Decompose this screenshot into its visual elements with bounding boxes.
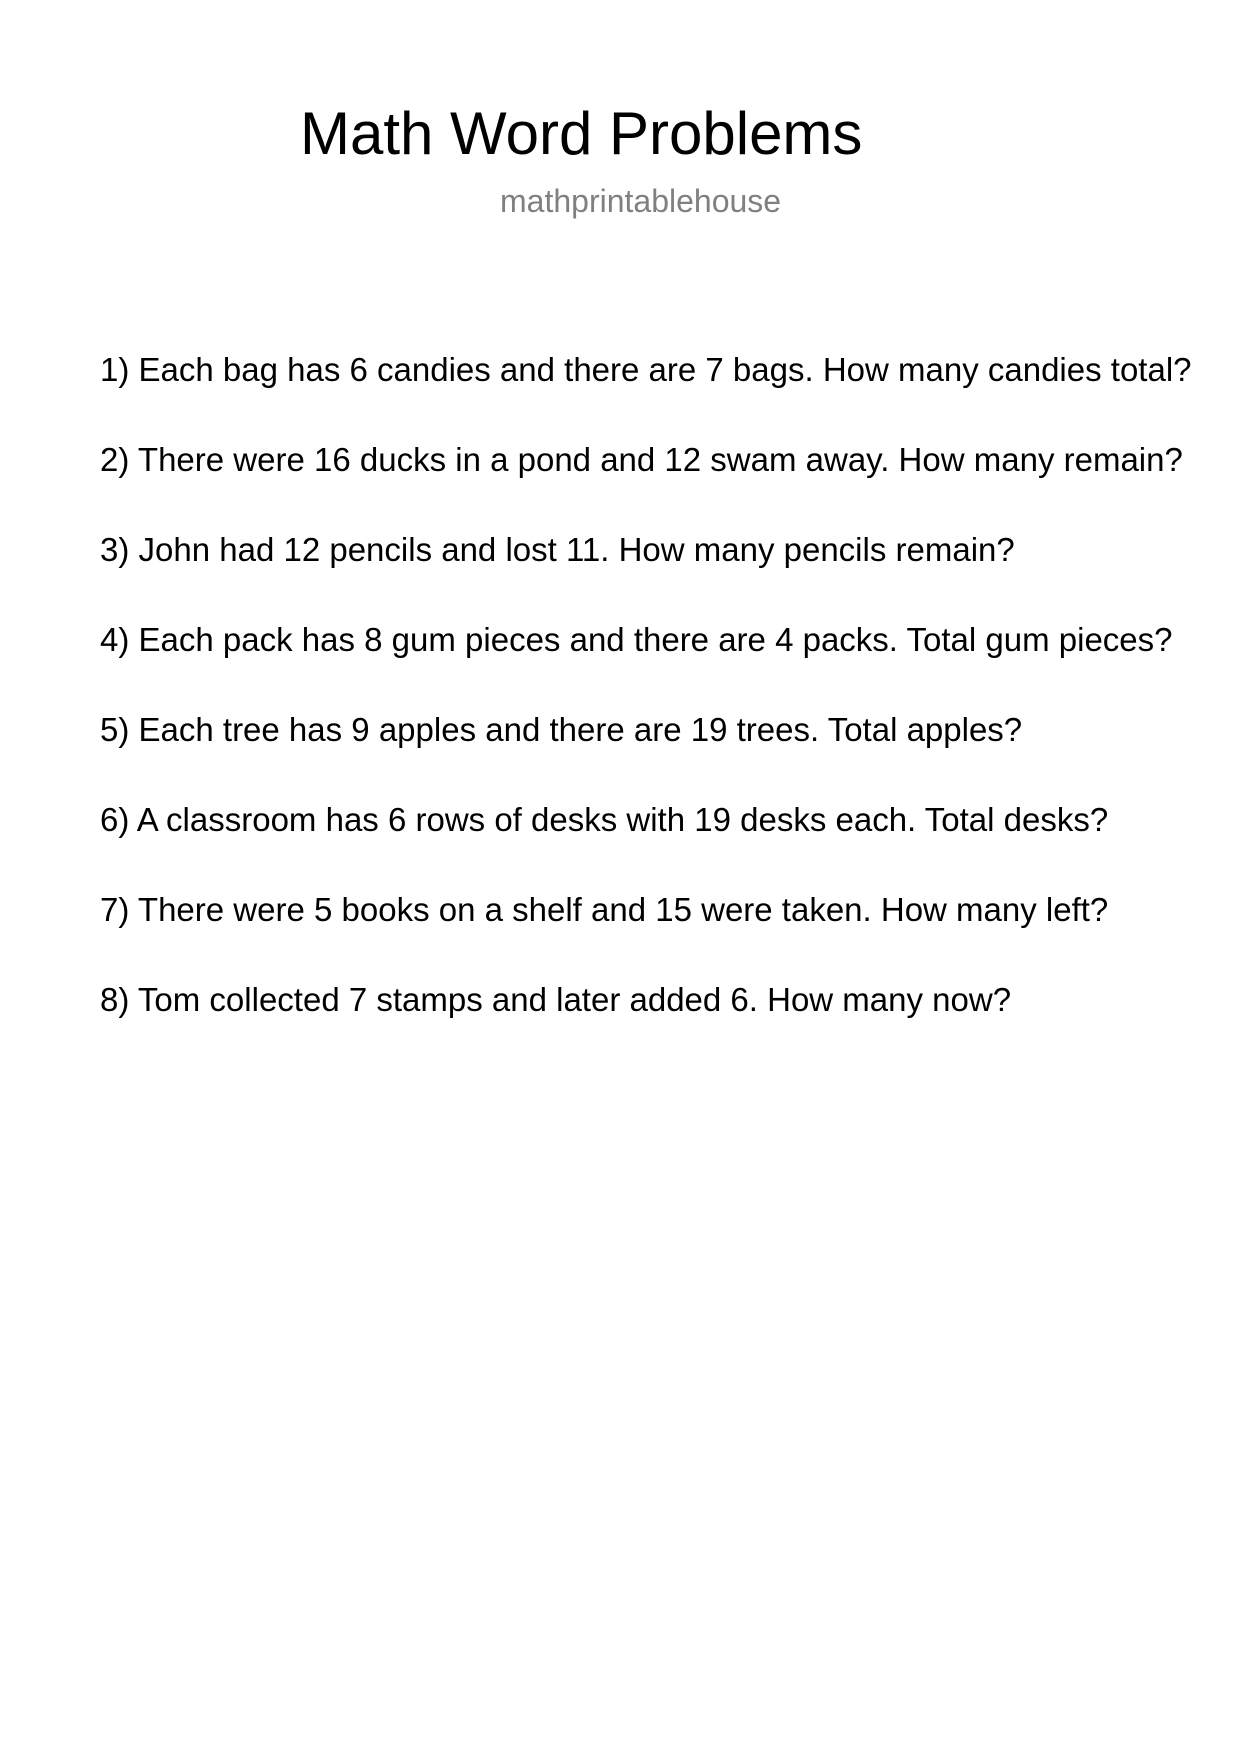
problem-item-6: 6) A classroom has 6 rows of desks with 19 desks each. Total desks? xyxy=(100,801,1109,838)
problem-item-2: 2) There were 16 ducks in a pond and 12 swam away. How many remain? xyxy=(100,441,1183,478)
problem-item-5: 5) Each tree has 9 apples and there are 19 trees. Total apples? xyxy=(100,711,1023,748)
problem-item-1: 1) Each bag has 6 candies and there are 7 bags. How many candies total? xyxy=(100,351,1192,388)
problem-list xyxy=(100,348,1240,1068)
page-title: Math Word Problems xyxy=(300,100,863,167)
problem-item-3: 3) John had 12 pencils and lost 11. How many pencils remain? xyxy=(100,531,1015,568)
problem-item-4: 4) Each pack has 8 gum pieces and there are 4 packs. Total gum pieces? xyxy=(100,621,1173,658)
problem-item-7: 7) There were 5 books on a shelf and 15 were taken. How many left? xyxy=(100,891,1109,928)
page-subtitle: mathprintablehouse xyxy=(500,183,782,219)
problem-item-8: 8) Tom collected 7 stamps and later added 6. How many now? xyxy=(100,981,1012,1018)
